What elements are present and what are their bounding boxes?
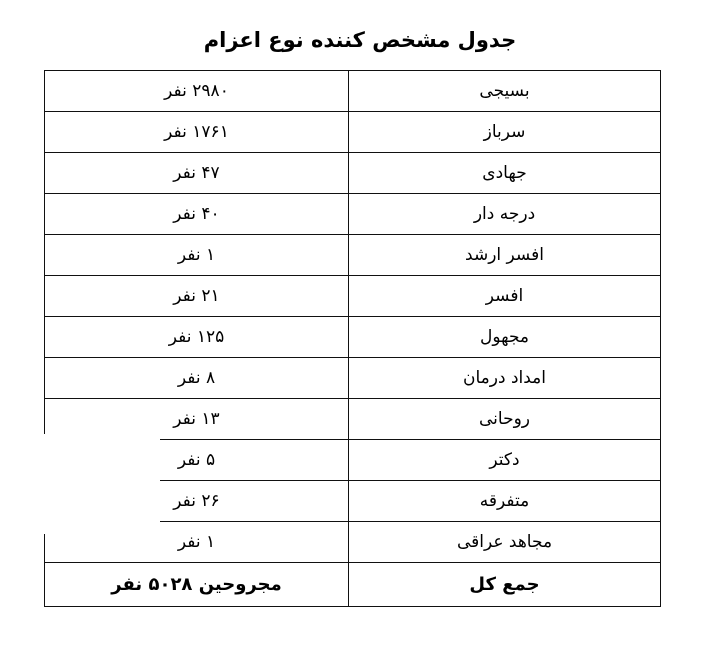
category-cell: سرباز bbox=[349, 112, 661, 153]
category-cell: مجاهد عراقی bbox=[349, 522, 661, 563]
category-cell: جهادی bbox=[349, 153, 661, 194]
scan-artifact bbox=[30, 434, 160, 534]
table-row bbox=[45, 112, 661, 153]
count-cell bbox=[45, 235, 349, 276]
category-cell: روحانی bbox=[349, 399, 661, 440]
table-row bbox=[45, 71, 661, 112]
total-value-cell bbox=[45, 563, 349, 607]
table-row bbox=[45, 153, 661, 194]
table-row bbox=[45, 276, 661, 317]
count-cell bbox=[45, 194, 349, 235]
count-cell bbox=[45, 358, 349, 399]
count-value: ۱ نفر bbox=[177, 531, 216, 552]
count-value: ۲۶ نفر bbox=[173, 490, 220, 511]
count-value: ۵ نفر bbox=[177, 449, 216, 470]
count-value: ۱۳ نفر bbox=[173, 408, 220, 429]
count-value: ۱۲۵ نفر bbox=[168, 326, 225, 347]
category-cell: متفرقه bbox=[349, 481, 661, 522]
total-value: مجروحین ۵۰۲۸ نفر bbox=[111, 573, 282, 595]
table-row bbox=[45, 358, 661, 399]
count-cell bbox=[45, 153, 349, 194]
table-title: جدول مشخص کننده نوع اعزام bbox=[203, 28, 517, 52]
table-row bbox=[45, 194, 661, 235]
category-cell: مجهول bbox=[349, 317, 661, 358]
table-row bbox=[45, 317, 661, 358]
total-row bbox=[45, 563, 661, 607]
category-cell: افسر ارشد bbox=[349, 235, 661, 276]
count-value: ۴۷ نفر bbox=[173, 162, 220, 183]
count-value: ۴۰ نفر bbox=[173, 203, 220, 224]
count-cell bbox=[45, 112, 349, 153]
category-cell: افسر bbox=[349, 276, 661, 317]
count-cell bbox=[45, 276, 349, 317]
count-cell bbox=[45, 317, 349, 358]
count-value: ۲۹۸۰ نفر bbox=[164, 80, 229, 101]
category-cell: بسیجی bbox=[349, 71, 661, 112]
category-cell: امداد درمان bbox=[349, 358, 661, 399]
category-cell: درجه دار bbox=[349, 194, 661, 235]
count-value: ۸ نفر bbox=[177, 367, 216, 388]
category-cell: دکتر bbox=[349, 440, 661, 481]
count-value: ۱ نفر bbox=[177, 244, 216, 265]
count-value: ۱۷۶۱ نفر bbox=[164, 121, 229, 142]
count-value: ۲۱ نفر bbox=[173, 285, 220, 306]
table-row bbox=[45, 235, 661, 276]
total-label: جمع کل bbox=[349, 563, 661, 607]
count-cell bbox=[45, 71, 349, 112]
